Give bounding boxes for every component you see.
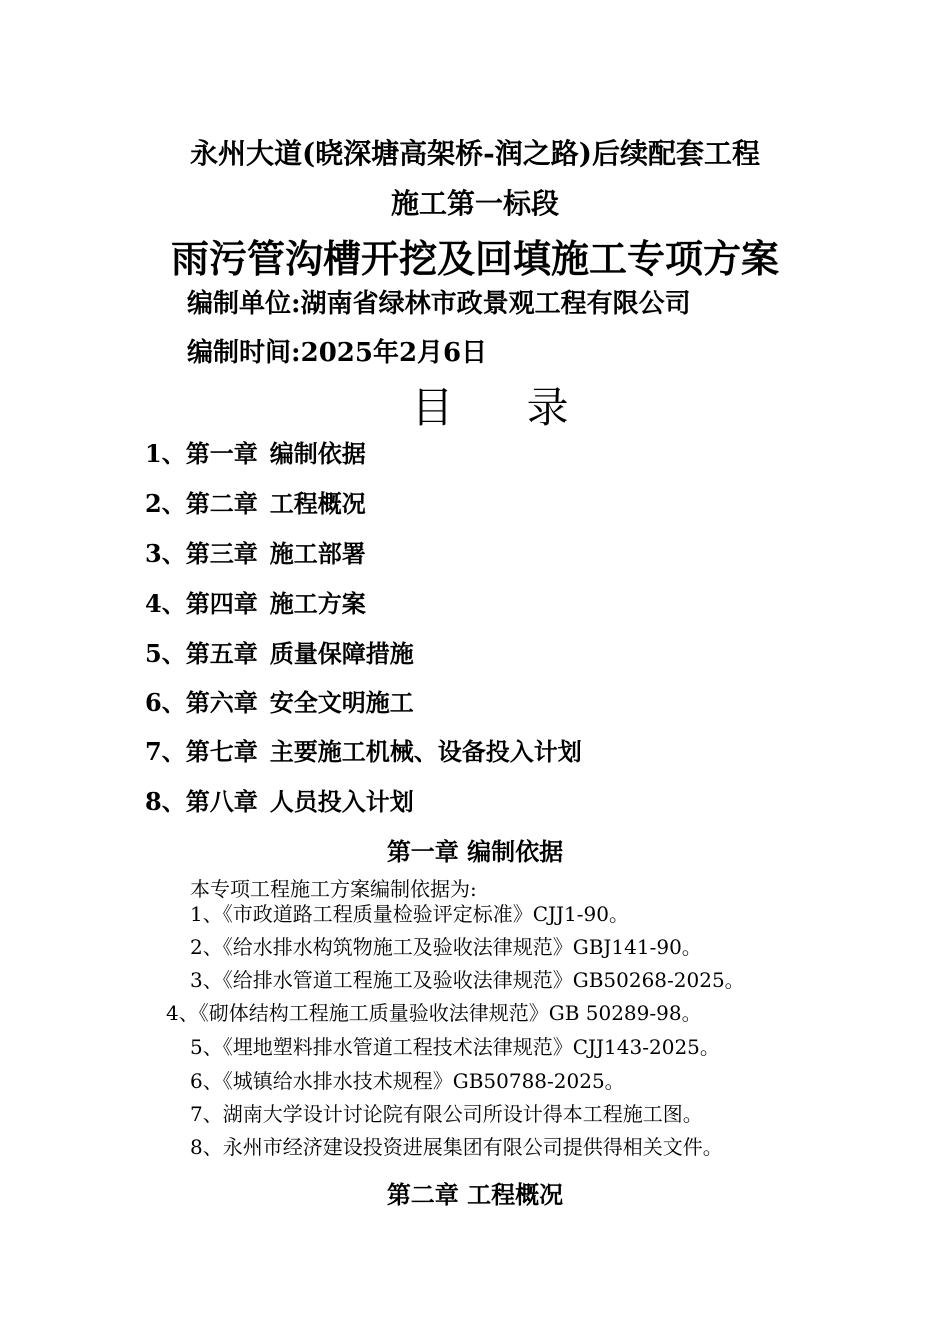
toc-item-number: 5、 [145, 639, 186, 668]
toc-item-title: 人员投入计划 [269, 787, 414, 816]
toc-item[interactable] [145, 534, 366, 569]
toc-item-chapter: 第六章 [185, 688, 258, 717]
toc-item[interactable] [145, 434, 366, 469]
toc-item-title: 工程概况 [269, 489, 366, 518]
toc-item-title: 质量保障措施 [269, 639, 414, 668]
reference-item: 6、《城镇给水排水技术规程》GB50788-2025。 [190, 1069, 625, 1093]
reference-item: 2、《给水排水构筑物施工及验收法律规范》GBJ141-90。 [190, 935, 702, 959]
compile-date: 编制时间:2025年2月6日 [187, 338, 488, 368]
toc-item-title: 施工方案 [269, 589, 366, 618]
toc-item-title: 编制依据 [269, 439, 366, 468]
reference-item: 3、《给排水管道工程施工及验收法律规范》GB50268-2025。 [190, 968, 745, 992]
toc-heading: 目 录 [411, 383, 599, 432]
toc-item-number: 1、 [145, 439, 186, 468]
toc-item-chapter: 第二章 [185, 489, 258, 518]
toc-item[interactable] [145, 683, 414, 718]
project-title: 永州大道(晓深塘高架桥-润之路)后续配套工程 [189, 137, 761, 170]
toc-item-chapter: 第七章 [185, 737, 258, 766]
chapter2-heading: 第二章 工程概况 [386, 1180, 564, 1209]
reference-item: 7、湖南大学设计讨论院有限公司所设计得本工程施工图。 [190, 1102, 703, 1126]
toc-item-chapter: 第一章 [185, 439, 258, 468]
toc-item[interactable] [145, 732, 582, 767]
toc-item-title: 安全文明施工 [269, 688, 414, 717]
project-section: 施工第一标段 [390, 187, 559, 220]
toc-item[interactable] [145, 584, 366, 619]
toc-item-number: 7、 [145, 737, 186, 766]
toc-item-chapter: 第三章 [185, 539, 258, 568]
document-title: 雨污管沟槽开挖及回填施工专项方案 [170, 236, 779, 281]
toc-item-title: 施工部署 [269, 539, 366, 568]
reference-item: 1、《市政道路工程质量检验评定标准》CJJ1-90。 [190, 902, 629, 926]
toc-item-chapter: 第四章 [185, 589, 258, 618]
toc-item-title: 主要施工机械、设备投入计划 [269, 737, 582, 766]
toc-item-chapter: 第五章 [185, 639, 258, 668]
toc-item-number: 8、 [145, 787, 186, 816]
reference-item: 4、《砌体结构工程施工质量验收法律规范》GB 50289-98。 [166, 1001, 702, 1025]
toc-item-number: 2、 [145, 489, 186, 518]
chapter1-heading: 第一章 编制依据 [386, 837, 564, 866]
toc-item-chapter: 第八章 [185, 787, 258, 816]
chapter1-intro: 本专项工程施工方案编制依据为: [190, 877, 477, 901]
toc-item[interactable] [145, 484, 366, 519]
toc-item-number: 3、 [145, 539, 186, 568]
toc-item[interactable] [145, 782, 414, 817]
reference-item: 8、永州市经济建设投资进展集团有限公司提供得相关文件。 [190, 1135, 723, 1159]
compiler-unit: 编制单位:湖南省绿林市政景观工程有限公司 [187, 289, 691, 319]
toc-item[interactable] [145, 634, 414, 669]
toc-item-number: 6、 [145, 688, 186, 717]
toc-item-number: 4、 [145, 589, 186, 618]
reference-item: 5、《埋地塑料排水管道工程技术法律规范》CJJ143-2025。 [190, 1035, 720, 1059]
